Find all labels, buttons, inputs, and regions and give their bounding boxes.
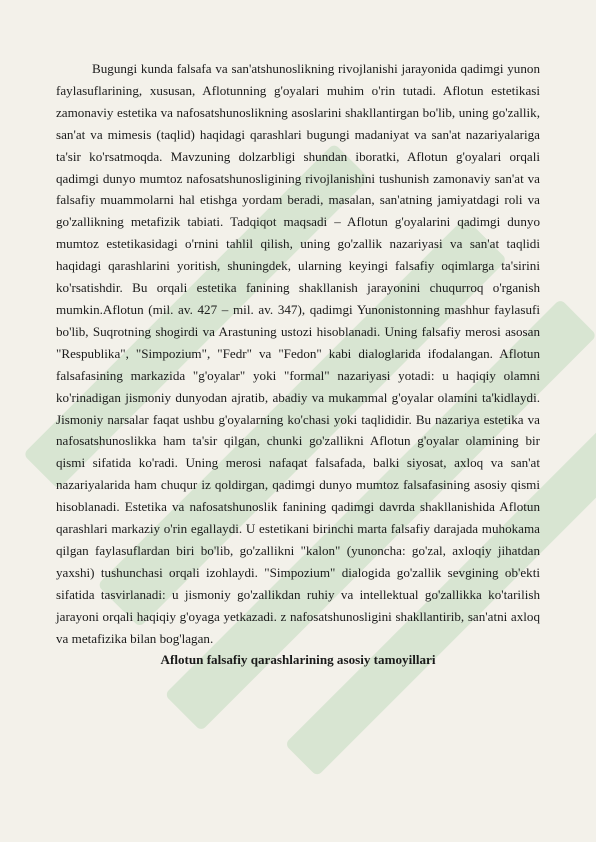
document-page	[56, 58, 540, 671]
section-heading: Aflotun falsafiy qarashlarining asosiy tamoyillari	[160, 652, 436, 668]
body-paragraph: Bugungi kunda falsafa va san'atshunoslikning rivojlanishi jarayonida qadimgi yunon faylasuflarining, xususan, Aflotunning g'oyalari muhim o'rin tutadi. Aflotun estetikasi zamonaviy estetika va nafosatshunoslikning asoslarini shakllantirgan bo'lib, uning go'zallik, san'at va mimesis (taqlid) haqidagi qarashlari bugungi madaniyat va san'at nazariyalariga ta'sir ko'rsatmoqda. Mavzuning dolzarbligi shundan iboratki, Aflotun g'oyalari orqali qadimgi dunyo mumtoz nafosatshunosligining rivojlanishini tushunish zamonaviy san'at va falsafiy muammolarni hal etishga yordam beradi, masalan, san'atning jamiyatdagi roli va go'zallikning metafizik tabiati. Tadqiqot maqsadi – Aflotun g'oyalarini qadimgi dunyo mumtoz estetikasidagi o'rnini tahlil qilish, uning go'zallik nazariyasi va san'at taqlidi haqidagi qarashlarini yoritish, shuningdek, ularning keyingi falsafiy oqimlarga ta'sirini ko'rsatishdir. Bu orqali estetika fanining shakllanish jarayonini chuqurroq o'rganish mumkin.Aflotun (mil. av. 427 – mil. av. 347), qadimgi Yunonistonning mashhur faylasufi bo'lib, Suqrotning shogirdi va Arastuning ustozi hisoblanadi. Uning falsafiy merosi asosan "Respublika", "Simpozium", "Fedr" va "Fedon" kabi dialoglarida ifodalangan. Aflotun falsafasining markazida "g'oyalar" yoki "formal" nazariyasi yotadi: u haqiqiy olamni ko'rinadigan jismoniy dunyodan ajratib, abadiy va mukammal g'oyalar olamini ta'kidlaydi. Jismoniy narsalar faqat ushbu g'oyalarning ko'chasi yoki taqlididir. Bu nazariya estetika va nafosatshunoslikka ham ta'sir qilgan, chunki go'zallikni Aflotun g'oyalar olamining bir qismi sifatida ko'radi. Uning merosi nafaqat falsafada, balki siyosat, axloq va san'at nazariyalarida ham chuqur iz qoldirgan, qadimgi dunyo mumtoz falsafasining asosiy qismi hisoblanadi. Estetika va nafosatshunoslik fanining qadimgi davrda shakllanishida Aflotun qarashlari markaziy o'rin egallaydi. U estetikani birinchi marta falsafiy darajada muhokama qilgan faylasuflardan biri bo'lib, go'zallikni "kalon" (yunoncha: go'zal, axloqiy jihatdan yaxshi) tushunchasi orqali izohlaydi. "Simpozium" dialogida go'zallik sevgining ob'ekti sifatida tasvirlanadi: u jismoniy go'zallikdan ruhiy va intellektual go'zallikka ko'tarilish jarayoni orqali haqiqiy g'oyaga yetkazadi. z nafosatshunosligini shakllantirib, san'atni axloq va metafizika bilan bog'lagan.	[56, 61, 540, 646]
